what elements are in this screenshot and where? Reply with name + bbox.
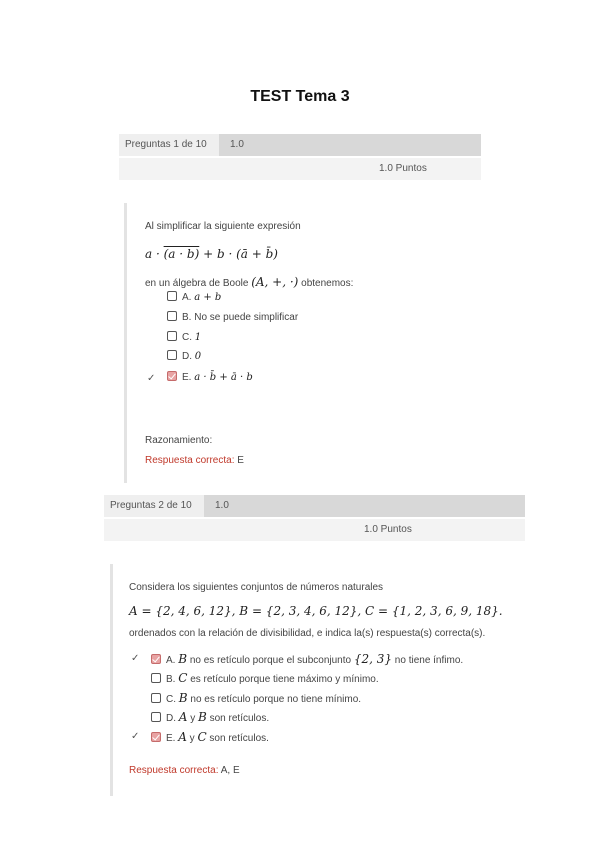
checkbox[interactable] <box>151 693 161 703</box>
checkbox-checked[interactable] <box>151 732 161 742</box>
checkbox-checked[interactable] <box>167 371 177 381</box>
question-2-option-c[interactable]: C. B no es retículo porque no tiene mínimo. <box>151 691 361 705</box>
question-1-body <box>124 203 483 483</box>
checkbox[interactable] <box>167 350 177 360</box>
question-2-prompt: Considera los siguientes conjuntos de números naturales <box>129 582 384 593</box>
question-2-option-a[interactable]: A. B no es retículo porque el subconjunto {2, 3} no tiene ínfimo. <box>151 652 463 666</box>
question-2-value: 1.0 <box>215 500 229 511</box>
checkbox[interactable] <box>151 712 161 722</box>
question-2-option-b[interactable]: B. C es retículo porque tiene máximo y mínimo. <box>151 671 379 685</box>
check-icon: ✓ <box>131 731 140 742</box>
question-1-prompt: Al simplificar la siguiente expresión <box>145 221 301 232</box>
question-1-option-a[interactable]: A. a + b <box>167 292 221 303</box>
question-2-answer: Respuesta correcta: A, E <box>129 765 240 776</box>
question-1-label: Preguntas 1 de 10 <box>119 134 219 156</box>
checkbox[interactable] <box>167 311 177 321</box>
check-icon: ✓ <box>147 373 156 384</box>
checkbox[interactable] <box>151 673 161 683</box>
question-1-option-e[interactable]: E. a · b̄ + ā · b <box>167 372 253 383</box>
question-1-value: 1.0 <box>230 139 244 150</box>
question-1-points: 1.0 Puntos <box>379 163 427 174</box>
question-1-option-b[interactable]: B. No se puede simplificar <box>167 312 298 323</box>
question-1-answer: Respuesta correcta: E <box>145 455 244 466</box>
question-2-label: Preguntas 2 de 10 <box>104 495 204 517</box>
question-1-option-d[interactable]: D. 0 <box>167 351 201 362</box>
question-1-reasoning: Razonamiento: <box>145 435 213 446</box>
question-1-context: en un álgebra de Boole (A, +, ·) obtenemos: <box>145 275 354 289</box>
question-2-sets: A = {2, 4, 6, 12}, B = {2, 3, 4, 6, 12}, C = {1, 2, 3, 6, 9, 18}. <box>129 604 503 618</box>
checkbox[interactable] <box>167 331 177 341</box>
question-1-expression: a · (a · b) + b · (ā + b̄) <box>145 247 278 261</box>
page-title: TEST Tema 3 <box>250 88 350 105</box>
question-2-body <box>110 564 528 796</box>
check-icon: ✓ <box>131 653 140 664</box>
question-2-option-e[interactable]: E. A y C son retículos. <box>151 730 269 744</box>
question-2-points-bar <box>104 519 525 541</box>
question-2-points: 1.0 Puntos <box>364 524 412 535</box>
question-2-option-d[interactable]: D. A y B son retículos. <box>151 710 269 724</box>
checkbox-checked[interactable] <box>151 654 161 664</box>
checkbox[interactable] <box>167 291 177 301</box>
question-1-header <box>119 134 481 156</box>
question-1-option-c[interactable]: C. 1 <box>167 332 201 343</box>
question-2-instruction: ordenados con la relación de divisibilidad, e indica la(s) respuesta(s) correcta(s). <box>129 628 486 639</box>
question-2-header <box>104 495 525 517</box>
question-1-points-bar <box>119 158 481 180</box>
